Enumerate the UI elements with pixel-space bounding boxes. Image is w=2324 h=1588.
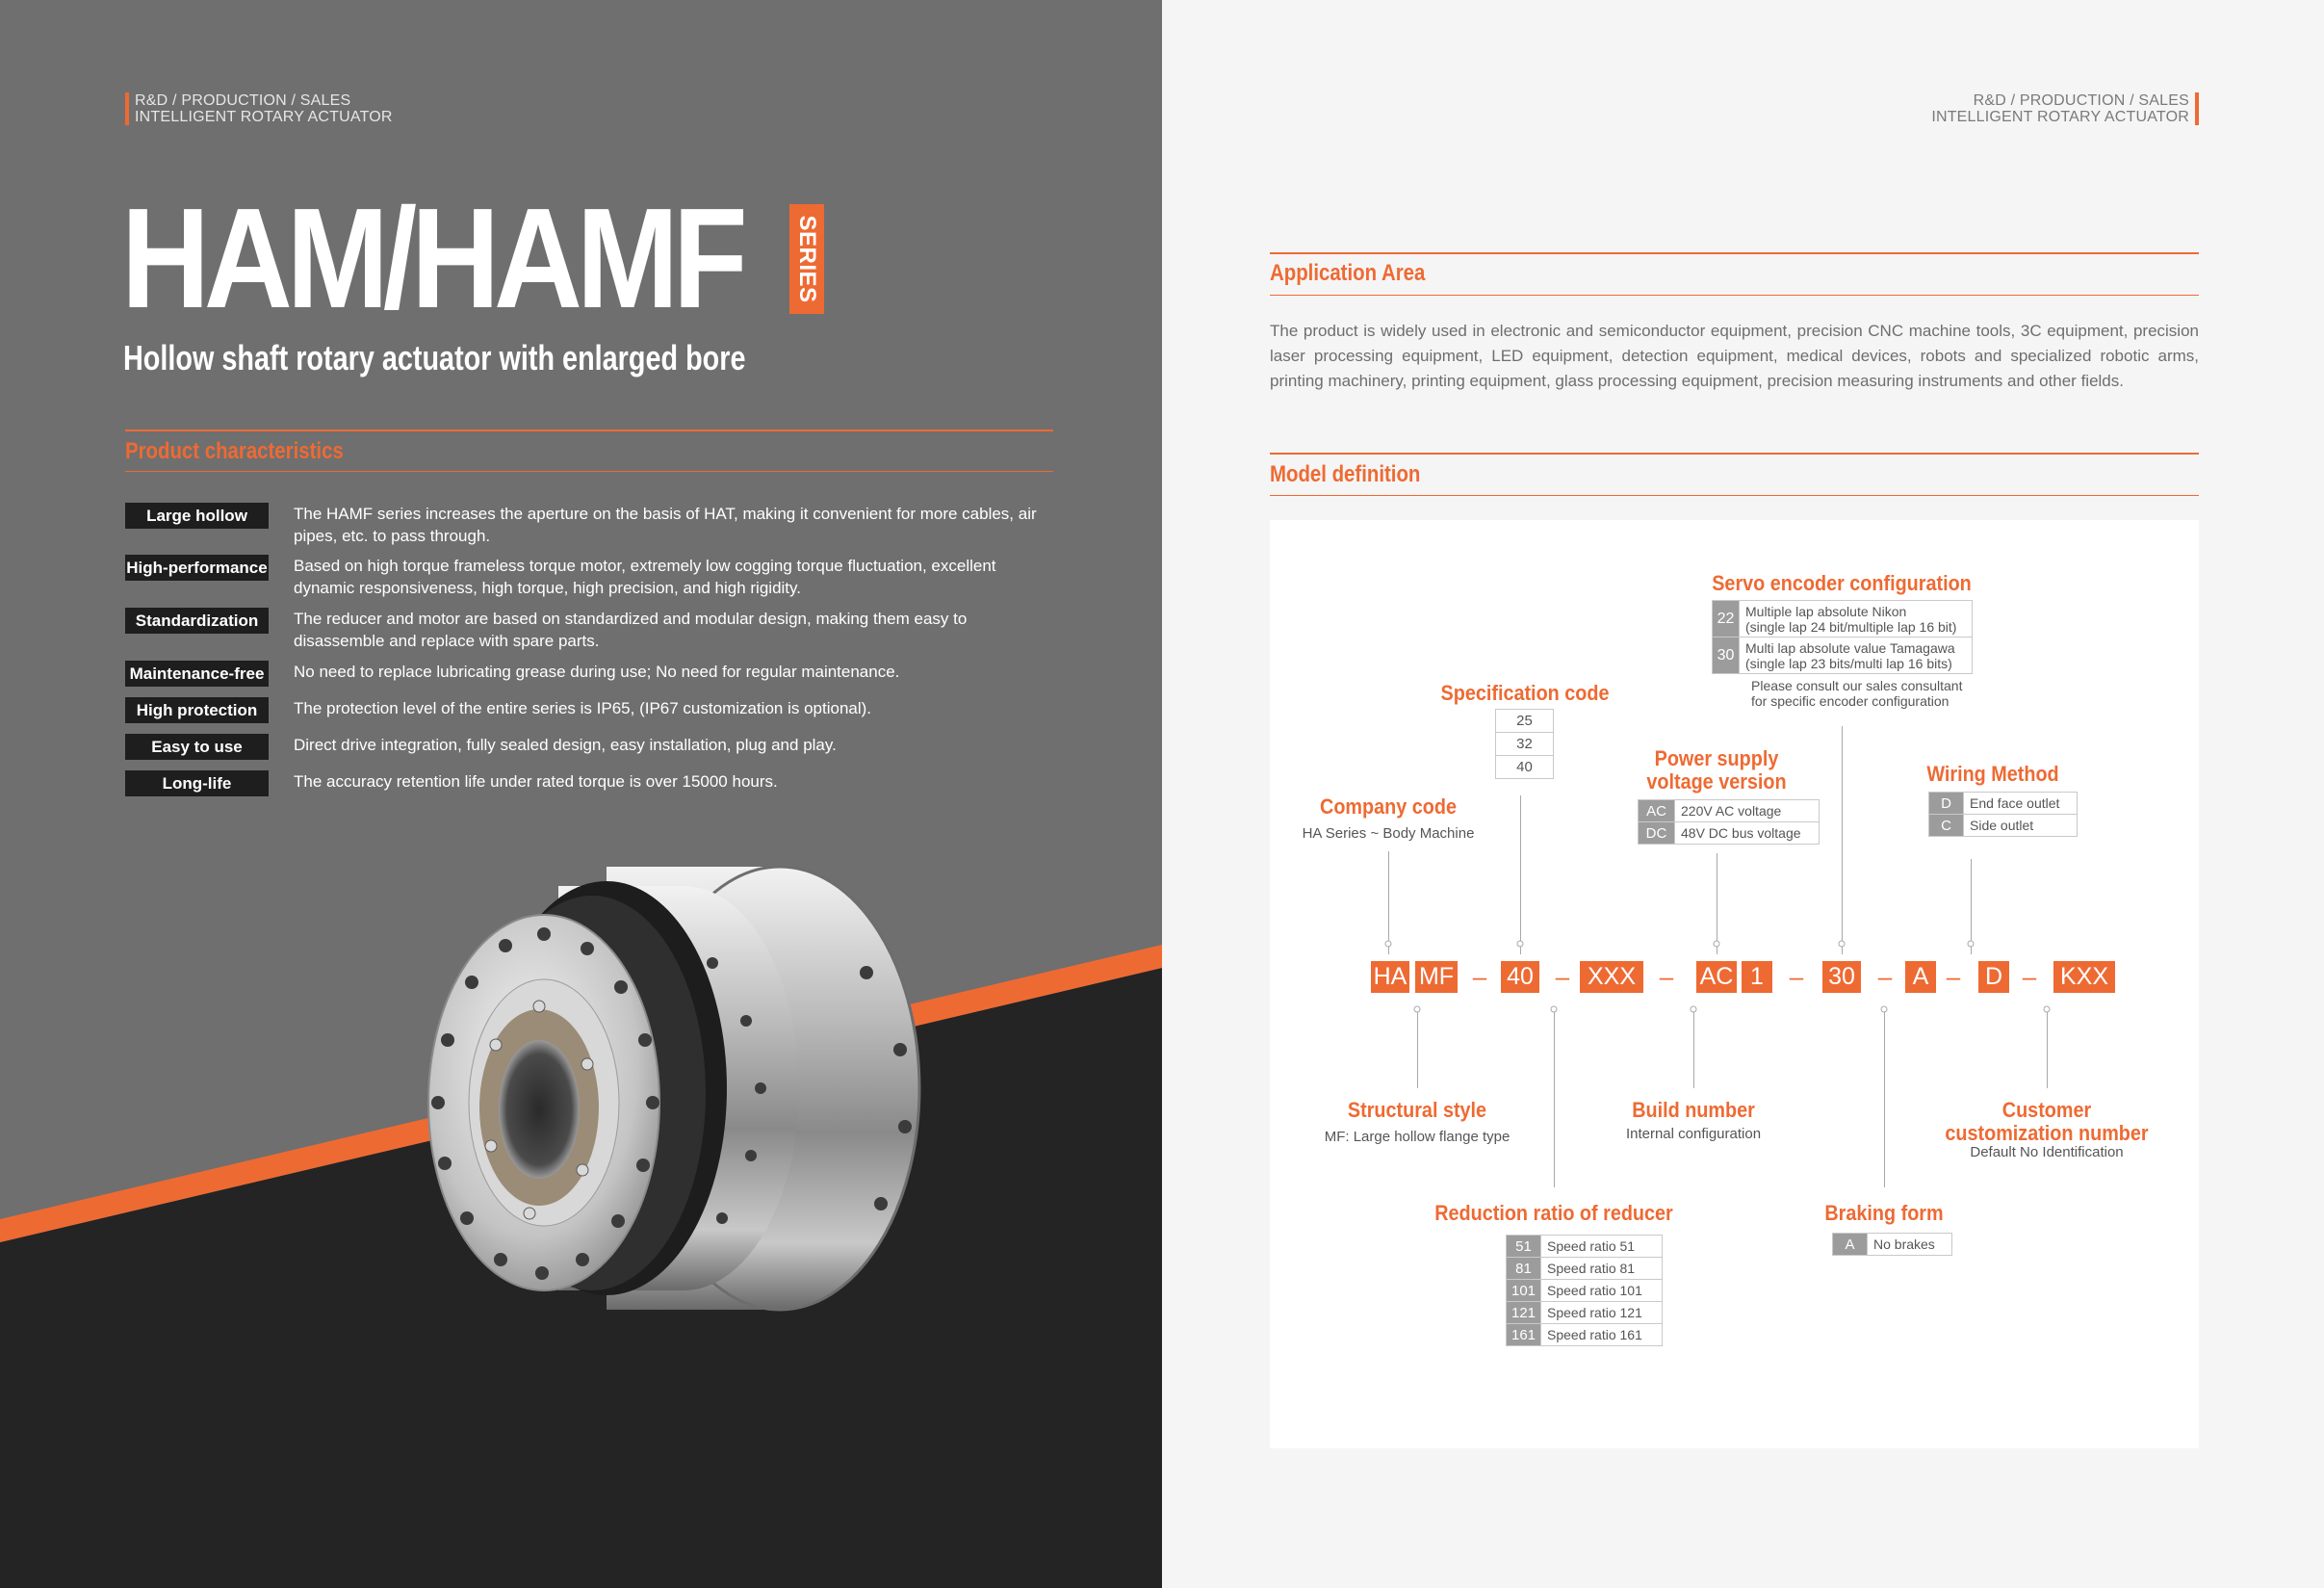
model-code-encoder: 30 [1822,961,1861,993]
connector-line [2047,1006,2048,1088]
table-key: AC [1639,800,1675,822]
characteristic-label: Long-life [125,770,269,796]
connector-line [1554,1006,1555,1187]
connector-dot [1881,1006,1888,1013]
power-table [1638,799,1820,845]
table-key: 161 [1507,1324,1541,1346]
model-code-company: HA [1371,961,1409,993]
build-title: Build number [1632,1098,1755,1122]
table-value: Speed ratio 51 [1541,1236,1663,1258]
table-value: Speed ratio 101 [1541,1280,1663,1302]
table-key: A [1833,1234,1868,1256]
power-title [1646,747,1786,794]
table-row [1496,756,1554,779]
header-line-1: R&D / PRODUCTION / SALES [1973,92,2189,109]
header-line-1: R&D / PRODUCTION / SALES [135,92,351,109]
table-row [1507,1236,1663,1258]
encoder-note-line: for specific encoder configuration [1751,693,1950,709]
table-value: No brakes [1868,1234,1952,1256]
customer-title [1945,1099,2148,1145]
encoder-note-line: Please consult our sales consultant [1751,678,1963,693]
characteristic-desc: The reducer and motor are based on standardized and modular design, making them easy to disassemble and replace with spare parts. [294,610,968,650]
series-tag-label: SERIES [794,215,820,303]
table-row [1507,1302,1663,1324]
model-code-structural: MF [1415,961,1458,993]
table-value: Speed ratio 121 [1541,1302,1663,1324]
encoder-line: (single lap 24 bit/multiple lap 16 bit) [1745,618,1957,635]
encoder-title: Servo encoder configuration [1712,571,1972,595]
connector-line [1884,1006,1885,1187]
table-key: D [1929,793,1964,815]
characteristic-label: Large hollow [125,503,269,529]
model-code-wiring: D [1978,961,2009,993]
table-row [1507,1324,1663,1346]
characteristics-title: Product characteristics [125,438,344,464]
code-dash: – [1877,962,1893,991]
table-key: 51 [1507,1236,1541,1258]
encoder-note [1751,678,1962,709]
reduction-table [1506,1235,1663,1346]
divider [1270,295,2199,296]
company-title: Company code [1320,794,1457,819]
characteristic-label: Easy to use [125,734,269,760]
divider [1270,252,2199,254]
model-code-build: 1 [1742,961,1772,993]
connector-line [1388,851,1389,954]
braking-table [1832,1233,1952,1256]
table-row [1507,1258,1663,1280]
spec-title: Specification code [1440,681,1610,705]
table-value [1740,601,1973,638]
model-definition-title: Model definition [1270,461,1421,487]
connector-dot [1551,1006,1558,1013]
wiring-title: Wiring Method [1926,762,2059,786]
table-key: 81 [1507,1258,1541,1280]
table-value: 48V DC bus voltage [1675,822,1820,845]
header-line-2: INTELLIGENT ROTARY ACTUATOR [135,109,393,125]
product-image [366,828,1001,1367]
customer-title-line: customization number [1945,1121,2149,1145]
table-row [1507,1280,1663,1302]
model-code-power: AC [1696,961,1737,993]
table-value: 220V AC voltage [1675,800,1820,822]
characteristic-desc: The accuracy retention life under rated torque is over 15000 hours. [294,772,778,791]
table-key: C [1929,815,1964,837]
characteristic-desc: The protection level of the entire series is IP65, (IP67 customization is optional). [294,699,872,717]
braking-title: Braking form [1824,1201,1944,1225]
spec-table [1495,709,1554,779]
table-value: Speed ratio 161 [1541,1324,1663,1346]
connector-dot [1839,941,1846,948]
series-tag [789,204,824,314]
characteristic-desc: The HAMF series increases the aperture on the basis of HAT, making it convenient for more cables, air pipes, etc. to pass through. [294,505,1037,545]
table-row [1929,815,2078,837]
encoder-line: Multi lap absolute value Tamagawa [1745,639,1955,656]
table-value: 40 [1496,756,1554,779]
table-key: 22 [1713,601,1740,638]
table-row [1639,822,1820,845]
model-code-reduction: XXX [1580,961,1643,993]
table-value: Side outlet [1964,815,2078,837]
code-dash: – [2022,962,2037,991]
structural-sub: MF: Large hollow flange type [1324,1129,1511,1145]
code-dash: – [1789,962,1804,991]
connector-dot [1385,941,1392,948]
connector-line [1417,1006,1418,1088]
table-key: 30 [1713,638,1740,674]
connector-dot [1517,941,1524,948]
table-row [1496,733,1554,756]
characteristic-desc: No need to replace lubricating grease during use; No need for regular maintenance. [294,663,900,681]
table-value [1740,638,1973,674]
characteristic-label: Standardization [125,608,269,634]
table-value: 32 [1496,733,1554,756]
table-row [1833,1234,1952,1256]
header-line-2: INTELLIGENT ROTARY ACTUATOR [1931,109,2189,125]
divider [125,471,1053,472]
company-sub: HA Series ~ Body Machine [1302,825,1475,842]
connector-dot [1714,941,1720,948]
encoder-table [1712,600,1973,674]
reduction-title: Reduction ratio of reducer [1434,1201,1673,1225]
page-title: HAM/HAMF [121,179,742,338]
connector-dot [1414,1006,1421,1013]
table-key: DC [1639,822,1675,845]
characteristic-desc: Direct drive integration, fully sealed design, easy installation, plug and play. [294,736,837,754]
application-title: Application Area [1270,260,1426,286]
characteristic-label: High-performance [125,555,269,581]
table-value: 25 [1496,710,1554,733]
encoder-line: Multiple lap absolute Nikon [1745,603,1907,619]
connector-line [1842,726,1843,954]
power-title-line: Power supply [1654,746,1779,770]
page-subtitle: Hollow shaft rotary actuator with enlarged bore [123,338,746,377]
structural-title: Structural style [1347,1098,1487,1122]
table-key: 101 [1507,1280,1541,1302]
divider [1270,453,2199,455]
customer-title-line: Customer [2001,1098,2092,1122]
right-page [1162,0,2324,1588]
table-row [1639,800,1820,822]
divider [125,430,1053,431]
code-dash: – [1555,962,1570,991]
encoder-line: (single lap 23 bits/multi lap 16 bits) [1745,655,1952,671]
model-code-braking: A [1905,961,1936,993]
table-row [1496,710,1554,733]
code-dash: – [1659,962,1674,991]
power-title-line: voltage version [1646,769,1787,794]
table-row [1713,601,1973,638]
build-sub: Internal configuration [1625,1126,1762,1142]
table-value: End face outlet [1964,793,2078,815]
characteristic-label: Maintenance-free [125,661,269,687]
model-code-customer: KXX [2053,961,2115,993]
code-dash: – [1472,962,1487,991]
divider [1270,495,2199,496]
brand-header [125,92,393,125]
table-row [1929,793,2078,815]
characteristic-desc: Based on high torque frameless torque motor, extremely low cogging torque fluctuation, excellent dynamic responsiveness, high torque, high precision, and high rigidity. [294,557,996,597]
table-value: Speed ratio 81 [1541,1258,1663,1280]
connector-dot [1691,1006,1697,1013]
characteristic-label: High protection [125,697,269,723]
code-dash: – [1946,962,1961,991]
application-text: The product is widely used in electronic and semiconductor equipment, precision CNC machine tools, 3C equipment, precision laser processing equipment, LED equipment, detection equipment, medical devices, robots and specialized robotic arms, printing machinery, printing equipment, glass processing equipment, precision measuring instruments and other fields. [1270,322,2199,390]
customer-sub: Default No Identification [1970,1144,2124,1160]
model-definition-diagram [1270,520,2199,1448]
brand-header [1931,92,2199,125]
connector-dot [2044,1006,2051,1013]
connector-line [1520,795,1521,954]
connector-line [1693,1006,1694,1088]
wiring-table [1928,792,2078,837]
model-code-spec: 40 [1501,961,1539,993]
table-key: 121 [1507,1302,1541,1324]
table-row [1713,638,1973,674]
connector-dot [1968,941,1975,948]
